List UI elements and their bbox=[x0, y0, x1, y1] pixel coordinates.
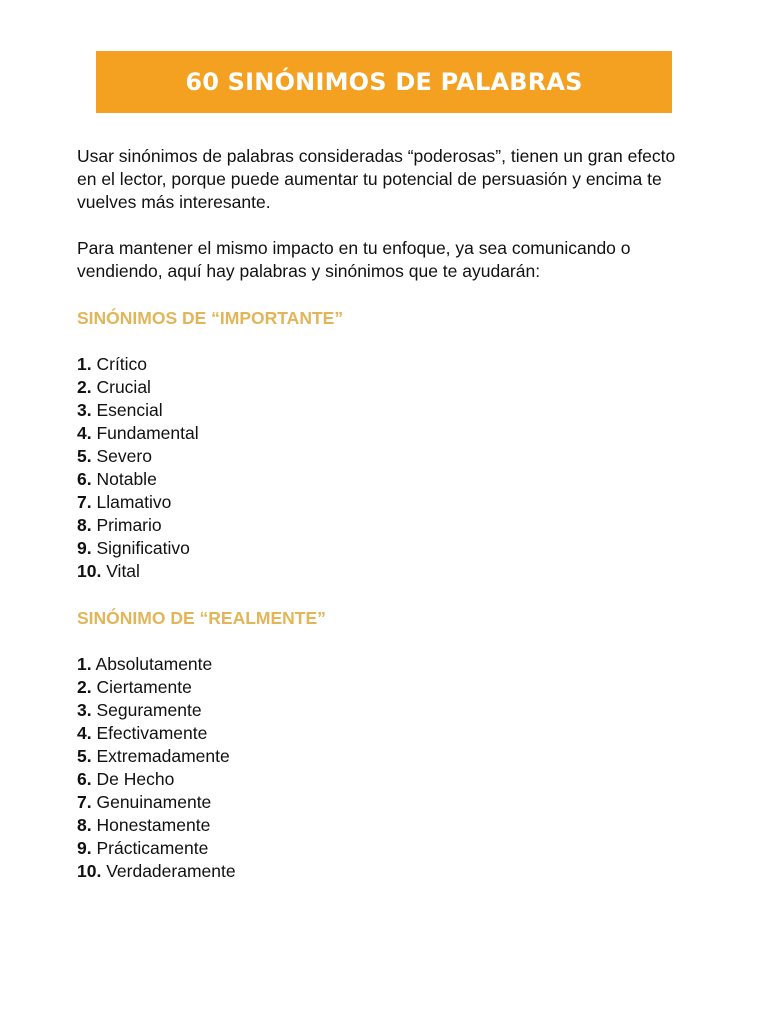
item-number: 1. bbox=[77, 354, 92, 374]
item-text: Absolutamente bbox=[95, 654, 213, 674]
item-text: Significativo bbox=[96, 538, 190, 558]
item-number: 8. bbox=[77, 815, 92, 835]
item-text: Vital bbox=[106, 561, 140, 581]
list-item bbox=[77, 653, 697, 676]
item-text: Honestamente bbox=[96, 815, 211, 835]
item-text: Prácticamente bbox=[96, 838, 209, 858]
item-number: 9. bbox=[77, 838, 92, 858]
item-number: 3. bbox=[77, 400, 92, 420]
intro-paragraph: Para mantener el mismo impacto en tu enfoque, ya sea comunicando o vendiendo, aquí hay palabras y sinónimos que te ayudarán: bbox=[77, 238, 631, 281]
synonym-list-importante bbox=[77, 353, 697, 583]
item-number: 7. bbox=[77, 792, 92, 812]
item-text: Genuinamente bbox=[96, 792, 212, 812]
item-number: 2. bbox=[77, 677, 92, 697]
item-text: Llamativo bbox=[96, 492, 172, 512]
item-text: Extremadamente bbox=[96, 746, 230, 766]
item-number: 8. bbox=[77, 515, 92, 535]
list-item bbox=[77, 814, 697, 837]
item-text: Primario bbox=[96, 515, 162, 535]
list-item bbox=[77, 791, 697, 814]
item-number: 10. bbox=[77, 561, 102, 581]
item-text: Severo bbox=[96, 446, 152, 466]
item-number: 4. bbox=[77, 423, 92, 443]
item-text: Ciertamente bbox=[96, 677, 192, 697]
list-item bbox=[77, 699, 697, 722]
list-item bbox=[77, 399, 697, 422]
list-item bbox=[77, 837, 697, 860]
list-item bbox=[77, 722, 697, 745]
title-banner bbox=[96, 51, 672, 113]
item-text: Seguramente bbox=[96, 700, 202, 720]
page-title: 60 SINÓNIMOS DE PALABRAS bbox=[185, 68, 583, 96]
item-number: 4. bbox=[77, 723, 92, 743]
list-item bbox=[77, 745, 697, 768]
list-item bbox=[77, 353, 697, 376]
list-item bbox=[77, 768, 697, 791]
item-number: 1. bbox=[77, 654, 92, 674]
item-number: 3. bbox=[77, 700, 92, 720]
item-number: 9. bbox=[77, 538, 92, 558]
document-body bbox=[77, 145, 697, 883]
section-heading-realmente: SINÓNIMO DE “REALMENTE” bbox=[77, 608, 326, 628]
item-number: 5. bbox=[77, 746, 92, 766]
item-text: Efectivamente bbox=[96, 723, 208, 743]
list-item bbox=[77, 445, 697, 468]
intro-paragraph: Usar sinónimos de palabras consideradas “poderosas”, tienen un gran efecto en el lector, porque puede aumentar tu potencial de persuasión y encima te vuelves más interesante. bbox=[77, 146, 676, 212]
item-text: De Hecho bbox=[96, 769, 175, 789]
item-number: 6. bbox=[77, 469, 92, 489]
item-number: 10. bbox=[77, 861, 102, 881]
item-number: 5. bbox=[77, 446, 92, 466]
item-text: Notable bbox=[96, 469, 157, 489]
item-text: Crucial bbox=[96, 377, 151, 397]
item-number: 6. bbox=[77, 769, 92, 789]
item-text: Esencial bbox=[96, 400, 163, 420]
list-item bbox=[77, 537, 697, 560]
item-text: Crítico bbox=[96, 354, 148, 374]
list-item bbox=[77, 376, 697, 399]
list-item bbox=[77, 422, 697, 445]
list-item bbox=[77, 860, 697, 883]
list-item bbox=[77, 560, 697, 583]
item-text: Verdaderamente bbox=[106, 861, 236, 881]
list-item bbox=[77, 491, 697, 514]
synonym-list-realmente bbox=[77, 653, 697, 883]
list-item bbox=[77, 468, 697, 491]
item-number: 7. bbox=[77, 492, 92, 512]
list-item bbox=[77, 676, 697, 699]
item-text: Fundamental bbox=[96, 423, 199, 443]
list-item bbox=[77, 514, 697, 537]
item-number: 2. bbox=[77, 377, 92, 397]
section-heading-importante: SINÓNIMOS DE “IMPORTANTE” bbox=[77, 308, 344, 328]
